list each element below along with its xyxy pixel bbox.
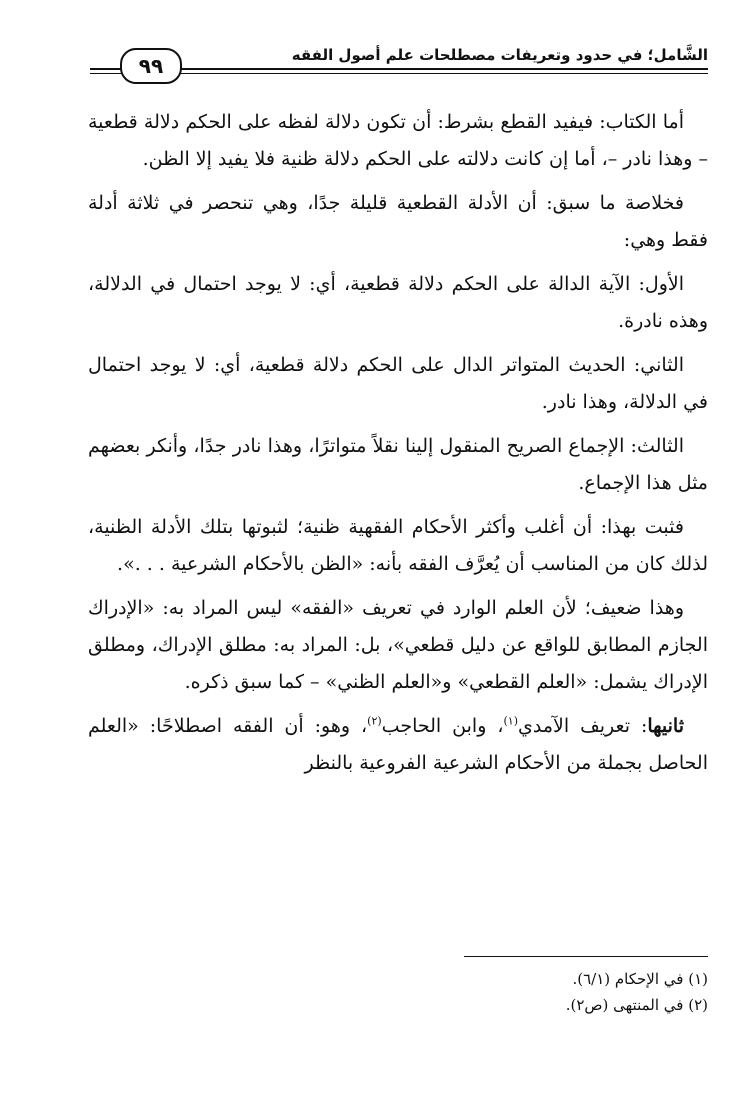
paragraph: الثاني: الحديث المتواتر الدال على الحكم دلالة قطعية، أي: لا يوجد احتمال في الدلالة، وهذا نادر. — [88, 354, 708, 413]
footnote-ref: (١) — [503, 714, 518, 728]
paragraph: فخلاصة ما سبق: أن الأدلة القطعية قليلة جدًا، وهي تنحصر في ثلاثة أدلة فقط وهي: — [88, 192, 708, 251]
footnote: (١) في الإحكام (٦/١). — [572, 970, 708, 988]
paragraph: أما الكتاب: فيفيد القطع بشرط: أن تكون دلالة لفظه على الحكم دلالة قطعية – وهذا نادر –، أما إن كانت دلالته على الحكم دلالة ظنية فلا يفيد إلا الظن. — [88, 111, 708, 170]
page-number: ٩٩ — [120, 48, 182, 84]
paragraph: وهذا ضعيف؛ لأن العلم الوارد في تعريف «الفقه» ليس المراد به: «الإدراك الجازم المطابق للواقع عن دليل قطعي»، بل: المراد به: مطلق الإدراك، ومطلق الإدراك يشمل: «العلم القطعي» و«العلم الظني» – كما سبق ذكره. — [88, 597, 708, 693]
paragraph-last — [88, 708, 708, 782]
paragraph-fragment: ، وابن الحاجب — [381, 715, 504, 737]
paragraph-fragment: ، وهو: أن الفقه اصطلاحًا: «العلم الحاصل بجملة من الأحكام الشرعية الفروعية بالنظر — [88, 715, 708, 774]
footnote: (٢) في المنتهى (ص٢). — [565, 996, 708, 1014]
paragraph: الأول: الآية الدالة على الحكم دلالة قطعية، أي: لا يوجد احتمال في الدلالة، وهذه نادرة. — [88, 273, 708, 332]
body-text — [88, 104, 708, 782]
header-rule — [90, 68, 708, 70]
paragraph-lead-word: ثانيها — [647, 715, 685, 737]
paragraph: فثبت بهذا: أن أغلب وأكثر الأحكام الفقهية ظنية؛ لثبوتها بتلك الأدلة الظنية، لذلك كان من المناسب أن يُعرَّف الفقه بأنه: «الظن بالأحكام الشرعية . . .». — [88, 516, 708, 575]
header-rule-thin — [90, 73, 708, 74]
footnote-separator — [464, 956, 708, 957]
running-title: الشَّامل؛ في حدود وتعريفات مصطلحات علم أصول الفقه — [291, 46, 708, 64]
footnote-ref: (٢) — [367, 714, 382, 728]
paragraph-fragment: : تعريف الآمدي — [517, 715, 648, 737]
footnotes — [308, 966, 708, 1018]
paragraph: الثالث: الإجماع الصريح المنقول إلينا نقلاً متواترًا، وهذا نادر جدًا، وأنكر بعضهم مثل هذا الإجماع. — [88, 435, 708, 494]
page-header — [90, 36, 708, 90]
